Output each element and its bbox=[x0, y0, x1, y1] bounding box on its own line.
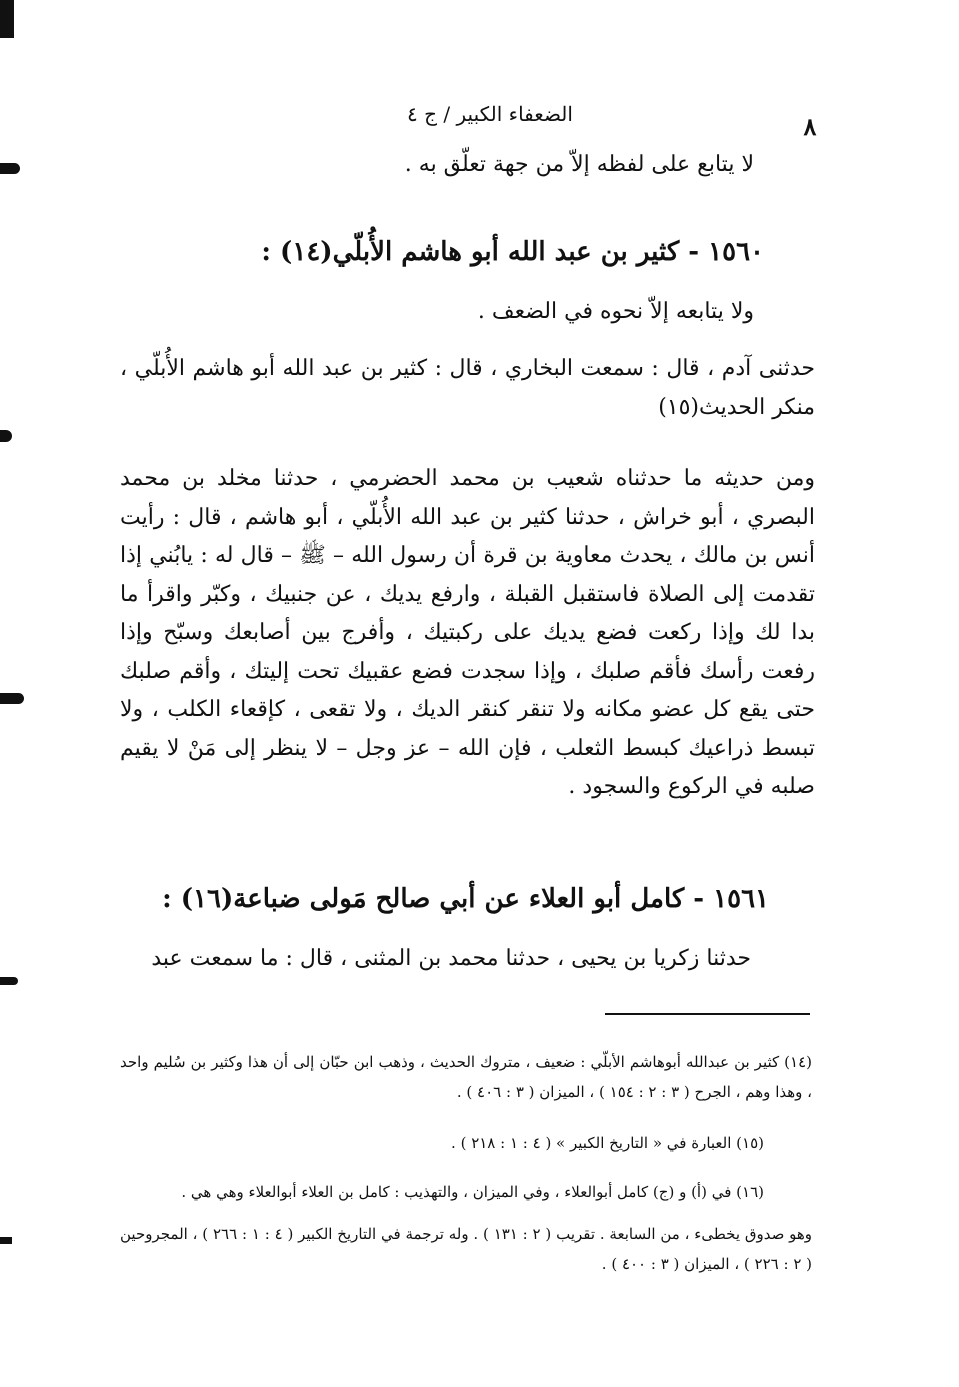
entry-1560-heading: ١٥٦٠ - كثير بن عبد الله أبو هاشم الأُبلّي(١٤) : bbox=[261, 237, 764, 267]
footnote-16-continued: وهو صدوق يخطىء ، من السابعة . تقريب ( ٢ : ١٣١ ) . وله ترجمة في التاريخ الكبير ( ٤ : ١ : ٢٦٦ ) ، المجروحين ( ٢ : ٢٢٦ ) ، الميزان ( ٣ : ٤٠٠ ) . bbox=[120, 1225, 813, 1273]
footnote-14: (١٤) كثير بن عبدالله أبوهاشم الأبلّي : ضعيف ، متروك الحديث ، وذهب ابن حبّان إلى أن هذا وكثير بن سُليم واحد ، وهذا وهم ، الجرح ( ٣ : ٢ : ١٥٤ ) ، الميزان ( ٣ : ٤٠٦ ) . bbox=[120, 1053, 812, 1101]
footnote-16: (١٦) في (أ) و (ج) كامل أبوالعلاء ، وفي الميزان ، والتهذيب : كامل بن العلاء أبوالعلاء وهي هي . bbox=[181, 1183, 764, 1201]
scan-edge-mark bbox=[0, 693, 24, 704]
continuation-line: لا يتابع على لفظه إلاّ من جهة تعلّق به . bbox=[404, 152, 754, 177]
entry-1561-heading: ١٥٦١ - كامل أبو العلاء عن أبي صالح مَولى ضباعة(١٦) : bbox=[162, 884, 769, 914]
footnote-15: (١٥) العبارة في « التاريخ الكبير » ( ٤ : ١ : ٢١٨ ) . bbox=[451, 1134, 764, 1152]
entry-1560-line: ولا يتابعه إلاّ نحوه في الضعف . bbox=[477, 299, 754, 324]
scan-edge-mark bbox=[0, 977, 18, 985]
scan-edge-mark bbox=[0, 430, 12, 442]
entry-1560-paragraph-2: ومن حديثه ما حدثناه شعيب بن محمد الحضرمي ، حدثنا مخلد بن محمد البصري ، أبو خراش ، حدثنا كثير بن عبد الله الأُبلّي ، أبو هاشم ، قال : رأيت أنس بن مالك ، يحدث معاوية بن قرة أن رسول الله – ﷺ – قال له : يابُني إذا تقدمت إلى الصلاة فاستقبل القبلة ، وارفع يديك ، عن جنبيك ، وكبّر واقرأ ما بدا لك وإذا ركعت فضع يديك على ركبتيك ، وأفرج بين أصابعك وسبّح وإذا رفعت رأسك فأقم صلبك ، وإذا سجدت فضع عقبيك تحت إليتك ، وأقم صلبك حتى يقع كل عضو مكانه ولا تنقر كنقر الديك ، ولا تقعى ، كإقعاء الكلب ، ولا تبسط ذراعيك كبسط الثعلب ، فإن الله – عز وجل – لا ينظر إلى مَنْ لا يقيم صلبه في الركوع والسجود . bbox=[120, 466, 815, 799]
scan-edge-mark bbox=[0, 1237, 12, 1244]
entry-1560-paragraph-1: حدثنى آدم ، قال : سمعت البخاري ، قال : كثير بن عبد الله أبو هاشم الأُبلّي ، منكر الحديث(١٥) bbox=[120, 356, 815, 420]
scan-edge-mark bbox=[0, 163, 20, 174]
page-number: ٨ bbox=[803, 112, 817, 141]
footnote-separator bbox=[605, 1013, 810, 1015]
scan-edge-mark bbox=[0, 0, 14, 38]
running-header: الضعفاء الكبير / ج ٤ bbox=[407, 102, 573, 126]
entry-1561-line: حدثنا زكريا بن يحيى ، حدثنا محمد بن المثنى ، قال : ما سمعت عبد bbox=[151, 946, 751, 971]
